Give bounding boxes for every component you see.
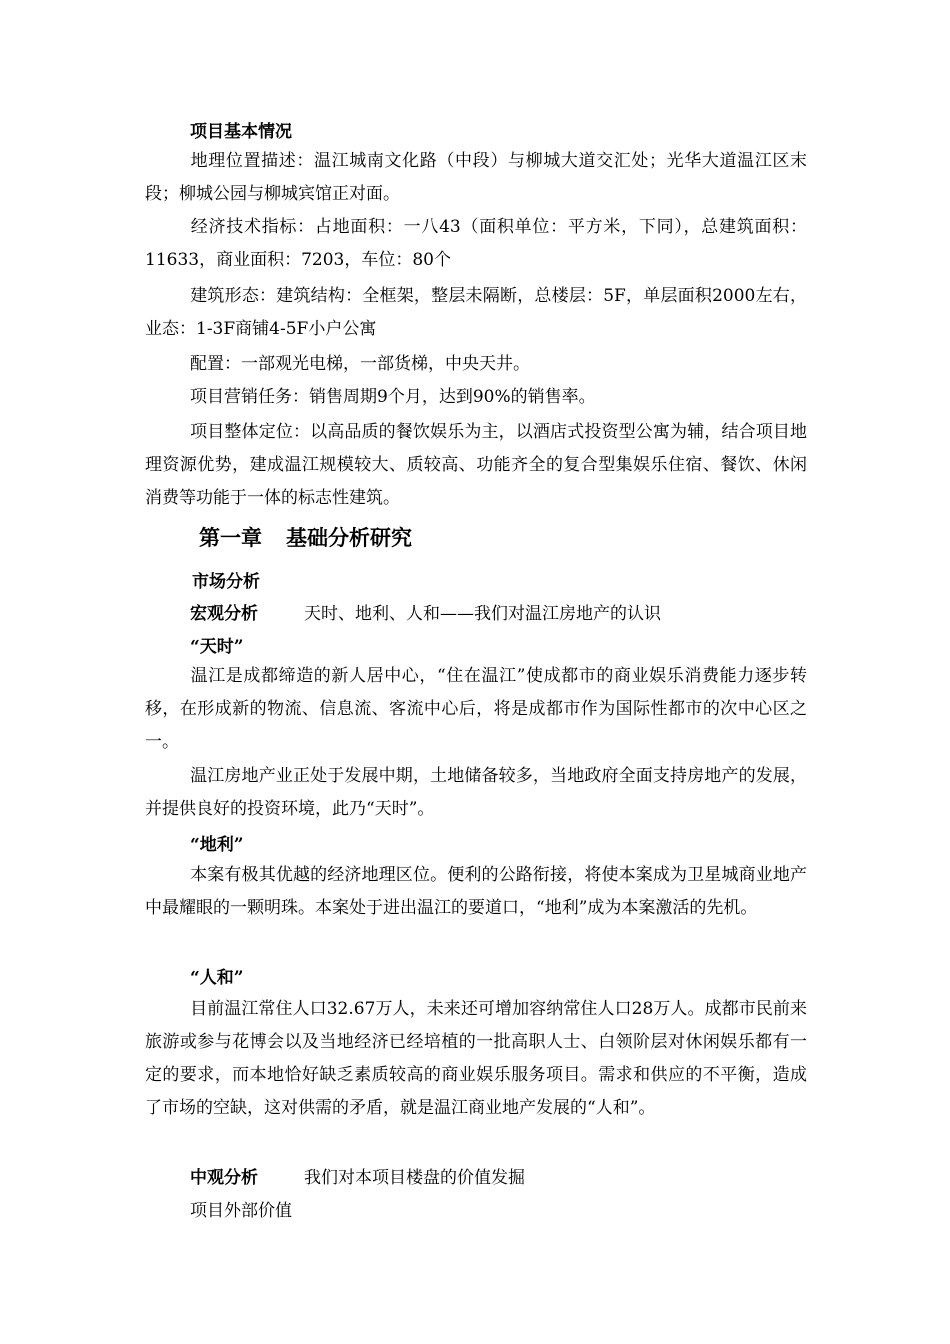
paragraph-dili bbox=[145, 859, 807, 925]
meso-analysis-label: 中观分析 bbox=[190, 1168, 258, 1188]
config-text: 配置：一部观光电梯，一部货梯，中央天井。 bbox=[190, 354, 530, 374]
tianshi-text-1: 温江是成都缔造的新人居中心，“住在温江”使成都市的商业娱乐消费能力逐步转移，在形成新的物流、信息流、客流中心后，将是成都市作为国际性都市的次中心区之一。 bbox=[145, 666, 807, 752]
macro-analysis-row bbox=[190, 599, 661, 624]
paragraph-tianshi-1 bbox=[145, 660, 807, 759]
meso-analysis-row bbox=[190, 1163, 525, 1188]
location-text: 地理位置描述：温江城南文化路（中段）与柳城大道交汇处；光华大道温江区末段；柳城公园与柳城宾馆正对面。 bbox=[145, 151, 807, 204]
macro-analysis-label: 宏观分析 bbox=[190, 604, 258, 624]
positioning-text: 项目整体定位：以高品质的餐饮娱乐为主，以酒店式投资型公寓为辅，结合项目地理资源优势，建成温江规模较大、质较高、功能齐全的复合型集娱乐住宿、餐饮、休闲消费等功能于一体的标志性建筑。 bbox=[145, 422, 807, 508]
tianshi-text-2: 温江房地产业正处于发展中期，土地储备较多，当地政府全面支持房地产的发展，并提供良好的投资环境，此乃“天时”。 bbox=[145, 766, 807, 819]
heading-tianshi: “天时” bbox=[190, 637, 244, 657]
dili-text: 本案有极其优越的经济地理区位。便利的公路衔接，将使本案成为卫星城商业地产中最耀眼的一颗明珠。本案处于进出温江的要道口，“地利”成为本案激活的先机。 bbox=[145, 865, 807, 918]
external-value-heading: 项目外部价值 bbox=[190, 1201, 292, 1221]
building-form-text: 建筑形态：建筑结构：全框架，整层未隔断，总楼层：5F，单层面积2000左右，业态：1-3F商铺4-5F小户公寓 bbox=[145, 286, 807, 339]
paragraph-location bbox=[145, 145, 807, 211]
chapter-number: 第一章 bbox=[199, 525, 262, 550]
paragraph-tianshi-2 bbox=[145, 760, 807, 826]
macro-analysis-text: 天时、地利、人和——我们对温江房地产的认识 bbox=[304, 604, 661, 624]
marketing-task-text: 项目营销任务：销售周期9个月，达到90%的销售率。 bbox=[190, 387, 596, 407]
paragraph-renhe bbox=[145, 993, 807, 1125]
section-heading-overview: 项目基本情况 bbox=[190, 122, 292, 142]
renhe-text: 目前温江常住人口32.67万人，未来还可增加容纳常住人口28万人。成都市民前来旅游或参与花博会以及当地经济已经培植的一批高职人士、白领阶层对休闲娱乐都有一定的要求，而本地恰好缺乏素质较高的商业娱乐服务项目。需求和供应的不平衡，造成了市场的空缺，这对供需的矛盾，就是温江商业地产发展的“人和”。 bbox=[145, 999, 807, 1118]
paragraph-positioning bbox=[145, 416, 807, 515]
paragraph-config bbox=[145, 348, 807, 381]
section-heading-market: 市场分析 bbox=[192, 572, 260, 592]
paragraph-indicators bbox=[145, 211, 807, 277]
paragraph-building-form bbox=[145, 280, 807, 346]
meso-analysis-text: 我们对本项目楼盘的价值发掘 bbox=[304, 1168, 525, 1188]
paragraph-marketing-task bbox=[145, 381, 807, 414]
heading-renhe: “人和” bbox=[190, 968, 244, 988]
indicators-text: 经济技术指标：占地面积：一八43（面积单位：平方米，下同），总建筑面积：11633，商业面积：7203，车位：80个 bbox=[145, 217, 807, 270]
heading-dili: “地利” bbox=[190, 835, 244, 855]
chapter-title: 基础分析研究 bbox=[286, 525, 412, 550]
chapter-heading bbox=[199, 522, 412, 552]
